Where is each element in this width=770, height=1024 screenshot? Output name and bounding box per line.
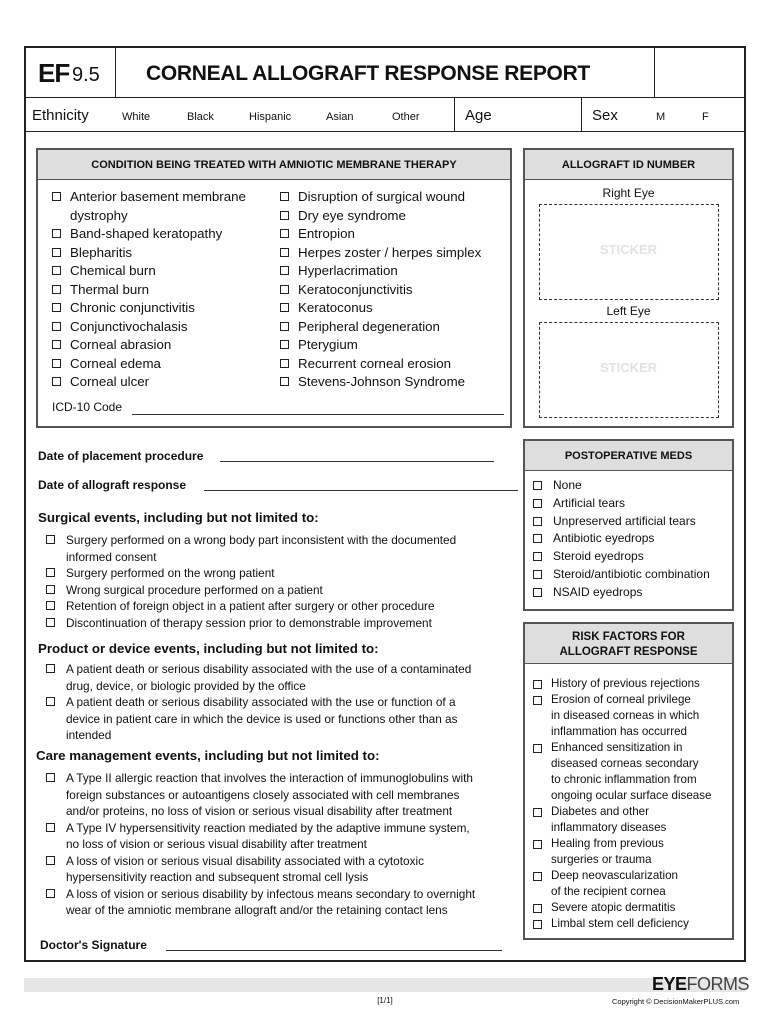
ethnicity-option-other[interactable]: Other [392, 111, 420, 123]
risk-label-continued: inflammation has occurred [551, 725, 687, 738]
condition-item[interactable] [280, 188, 481, 207]
med-item[interactable] [533, 566, 710, 584]
checkbox[interactable] [533, 696, 542, 705]
checkbox[interactable] [52, 192, 61, 201]
checkbox[interactable] [280, 192, 289, 201]
left-eye-label: Left Eye [606, 304, 651, 318]
condition-item[interactable] [280, 262, 481, 281]
risk-label: Limbal stem cell deficiency [551, 917, 689, 930]
event-item[interactable] [46, 853, 475, 886]
ethnicity-option-white[interactable]: White [122, 111, 151, 123]
condition-label: Conjunctivochalasis [70, 318, 188, 334]
event-text-continued: informed consent [66, 549, 157, 564]
event-text: A patient death or serious disability associated with the use of a contaminated [66, 662, 472, 676]
checkbox[interactable] [46, 601, 55, 610]
copyright: Copyright © DecisionMakerPLUS.com [612, 997, 740, 1006]
risk-label: Healing from previous [551, 837, 664, 850]
checkbox[interactable] [280, 377, 289, 386]
event-text-continued: device in patient care in which the device is used or functions other than as [66, 711, 458, 726]
care-events-title: Care management events, including but not limited to: [36, 748, 380, 763]
med-label: Artificial tears [553, 495, 626, 510]
ethnicity-option-black[interactable]: Black [187, 111, 214, 123]
condition-label: Peripheral degeneration [298, 318, 440, 334]
event-text: A Type IV hypersensitivity reaction mediated by the adaptive immune system, [66, 820, 470, 835]
event-text-continued: drug, device, or biologic provided by the office [66, 678, 306, 693]
event-item[interactable] [46, 770, 475, 820]
condition-item[interactable] [280, 244, 481, 263]
checkbox[interactable] [46, 856, 55, 865]
checkbox[interactable] [533, 680, 542, 689]
checkbox[interactable] [533, 588, 542, 597]
condition-item[interactable] [52, 262, 246, 281]
risk-factors-box [523, 622, 734, 940]
event-item[interactable] [46, 615, 456, 632]
risk-label-continued: of the recipient cornea [551, 885, 666, 898]
checkbox[interactable] [52, 229, 61, 238]
risk-label-continued: to chronic inflammation from [551, 773, 697, 786]
condition-label: Blepharitis [70, 244, 133, 260]
condition-label: Anterior basement membrane [70, 189, 246, 204]
med-item[interactable] [533, 513, 710, 531]
condition-item[interactable] [280, 355, 481, 374]
condition-label: Chronic conjunctivitis [70, 300, 195, 315]
footer-bar [24, 978, 746, 992]
checkbox[interactable] [280, 229, 289, 238]
condition-item[interactable] [280, 336, 481, 355]
checkbox[interactable] [533, 920, 542, 929]
sex-option-f[interactable]: F [702, 111, 709, 123]
checkbox[interactable] [533, 481, 542, 490]
device-events-title: Product or device events, including but not limited to: [38, 641, 379, 656]
age-field[interactable] [454, 98, 582, 132]
risk-item[interactable] [533, 868, 711, 900]
checkbox[interactable] [46, 889, 55, 898]
event-text: A Type II allergic reaction that involves the interaction of immunoglobulins with [66, 771, 473, 785]
brand-light: FORMS [686, 974, 750, 994]
condition-item[interactable] [280, 373, 481, 392]
ethnicity-option-asian[interactable]: Asian [326, 111, 354, 123]
med-item[interactable] [533, 530, 710, 548]
page-title: CORNEAL ALLOGRAFT RESPONSE REPORT [146, 62, 590, 85]
checkbox[interactable] [46, 773, 55, 782]
ethnicity-option-hispanic[interactable]: Hispanic [249, 111, 292, 123]
signature-label: Doctor's Signature [40, 938, 147, 952]
checkbox[interactable] [280, 248, 289, 257]
med-label: NSAID eyedrops [553, 584, 643, 599]
condition-label: Band-shaped keratopathy [70, 226, 223, 241]
checkbox[interactable] [46, 585, 55, 594]
condition-label: Dry eye syndrome [298, 207, 406, 223]
risk-label-continued: diseased corneas secondary [551, 757, 699, 770]
condition-item[interactable] [52, 318, 246, 337]
condition-label: Chemical burn [70, 263, 156, 278]
condition-item[interactable] [52, 299, 246, 318]
condition-item[interactable] [52, 188, 246, 225]
checkbox[interactable] [280, 266, 289, 275]
risk-item[interactable] [533, 804, 711, 836]
right-eye-sticker-placeholder: STICKER [599, 242, 658, 257]
condition-item[interactable] [52, 244, 246, 263]
event-item[interactable] [46, 886, 475, 919]
event-text-continued: hypersensitivity reaction and subsequent stromal cell lysis [66, 870, 369, 884]
age-label: Age [465, 107, 492, 124]
allograft-id-box [523, 148, 734, 428]
event-item[interactable] [46, 694, 471, 744]
med-label: Steroid/antibiotic combination [553, 566, 710, 581]
med-item[interactable] [533, 477, 710, 495]
checkbox[interactable] [280, 303, 289, 312]
risk-label-continued: in diseased corneas in which [551, 709, 700, 722]
checkbox[interactable] [533, 744, 542, 753]
checkbox[interactable] [52, 303, 61, 312]
med-item[interactable] [533, 495, 710, 513]
checkbox[interactable] [280, 340, 289, 349]
logo [26, 48, 116, 98]
condition-box [36, 148, 512, 428]
condition-list-left [52, 188, 246, 392]
checkbox[interactable] [46, 697, 55, 706]
event-item[interactable] [46, 582, 456, 599]
risk-item[interactable] [533, 692, 711, 740]
form-header [26, 48, 744, 98]
condition-label: Corneal edema [70, 355, 161, 371]
checkbox[interactable] [533, 517, 542, 526]
med-label: Antibiotic eyedrops [553, 531, 655, 546]
header-blank-cell [654, 48, 744, 98]
response-date-field[interactable] [204, 490, 518, 491]
checkbox[interactable] [533, 872, 542, 881]
event-text-continued: foreign substances or autoantigens closely associated with cell membranes [66, 787, 460, 802]
event-text-continued: wear of the amniotic membrane allograft and/or the retaining contact lens [66, 903, 448, 917]
risk-label-continued: inflammatory diseases [551, 821, 667, 834]
condition-list-right [280, 188, 481, 392]
condition-label: Disruption of surgical wound [298, 189, 466, 204]
event-item[interactable] [46, 820, 475, 853]
checkbox[interactable] [46, 664, 55, 673]
left-eye-sticker-placeholder: STICKER [599, 360, 658, 375]
placement-date-field[interactable] [220, 461, 494, 462]
condition-label: Herpes zoster / herpes simplex [298, 244, 482, 260]
event-text-continued: and/or proteins, no loss of vision or serious visual disability after treatment [66, 804, 453, 818]
event-text: Surgery performed on the wrong patient [66, 566, 275, 580]
condition-item[interactable] [52, 225, 246, 244]
condition-label: Keratoconus [298, 300, 373, 315]
event-text-continued: intended [66, 728, 112, 742]
brand-bold: EYE [652, 974, 687, 994]
condition-label: Corneal abrasion [70, 337, 172, 352]
checkbox[interactable] [52, 266, 61, 275]
right-eye-label: Right Eye [602, 186, 655, 200]
checkbox[interactable] [52, 377, 61, 386]
risk-factors-heading-line1: RISK FACTORS FOR [572, 631, 685, 643]
checkbox[interactable] [46, 568, 55, 577]
condition-item[interactable] [280, 225, 481, 244]
risk-label: Deep neovascularization [551, 869, 678, 882]
med-label: Unpreserved artificial tears [553, 513, 696, 528]
checkbox[interactable] [46, 535, 55, 544]
event-text: Surgery performed on a wrong body part inconsistent with the documented [66, 533, 457, 547]
page-number: [1/1] [377, 996, 393, 1005]
condition-item[interactable] [52, 281, 246, 300]
event-text: A loss of vision or serious visual disability associated with a cytotoxic [66, 853, 424, 868]
form-number: 9.5 [72, 64, 100, 86]
risk-label: History of previous rejections [551, 677, 700, 690]
checkbox[interactable] [52, 322, 61, 331]
checkbox[interactable] [52, 248, 61, 257]
med-label: Steroid eyedrops [553, 549, 644, 564]
risk-item[interactable] [533, 740, 711, 804]
risk-item[interactable] [533, 916, 711, 932]
demographics-row [26, 98, 744, 132]
event-text: Retention of foreign object in a patient after surgery or other procedure [66, 599, 435, 613]
condition-label: Keratoconjunctivitis [298, 281, 413, 297]
condition-label: Recurrent corneal erosion [298, 355, 451, 371]
checkbox[interactable] [52, 359, 61, 368]
postoperative-meds-box [523, 439, 734, 611]
risk-factors-heading [525, 624, 732, 664]
condition-label: Entropion [298, 226, 355, 241]
checkbox[interactable] [533, 808, 542, 817]
condition-label: Hyperlacrimation [298, 263, 398, 278]
condition-item[interactable] [52, 373, 246, 392]
condition-label: Thermal burn [70, 281, 150, 297]
allograft-id-heading: ALLOGRAFT ID NUMBER [525, 150, 732, 180]
med-item[interactable] [533, 548, 710, 566]
risk-label-continued: ongoing ocular surface disease [551, 789, 712, 802]
condition-label-continued: dystrophy [70, 207, 128, 223]
condition-label: Corneal ulcer [70, 374, 150, 389]
med-label: None [553, 478, 582, 492]
checkbox[interactable] [52, 340, 61, 349]
checkbox[interactable] [280, 211, 289, 220]
checkbox[interactable] [533, 552, 542, 561]
checkbox[interactable] [280, 285, 289, 294]
device-events-list [46, 661, 471, 744]
condition-item[interactable] [52, 355, 246, 374]
condition-heading: CONDITION BEING TREATED WITH AMNIOTIC MEMBRANE THERAPY [38, 150, 510, 180]
event-item[interactable] [46, 598, 456, 615]
condition-label: Stevens-Johnson Syndrome [298, 374, 466, 389]
condition-item[interactable] [280, 299, 481, 318]
checkbox[interactable] [533, 840, 542, 849]
event-text: Discontinuation of therapy session prior to demonstrable improvement [66, 615, 432, 630]
risk-label: Erosion of corneal privilege [551, 693, 691, 706]
condition-item[interactable] [280, 281, 481, 300]
event-text: A loss of vision or serious disability by infectous means secondary to overnight [66, 886, 476, 901]
checkbox[interactable] [46, 823, 55, 832]
condition-item[interactable] [280, 318, 481, 337]
checkbox[interactable] [280, 322, 289, 331]
risk-factors-list [533, 676, 711, 932]
event-text: A patient death or serious disability associated with the use or function of a [66, 695, 456, 709]
risk-label: Enhanced sensitization in [551, 741, 683, 754]
risk-label: Diabetes and other [551, 805, 649, 818]
risk-label: Severe atopic dermatitis [551, 901, 676, 914]
risk-item[interactable] [533, 900, 711, 916]
risk-label-continued: surgeries or trauma [551, 853, 652, 866]
checkbox[interactable] [533, 499, 542, 508]
event-item[interactable] [46, 661, 471, 694]
event-text: Wrong surgical procedure performed on a patient [66, 582, 323, 597]
icd-code-label: ICD-10 Code [52, 400, 123, 414]
checkbox[interactable] [280, 359, 289, 368]
postoperative-meds-heading: POSTOPERATIVE MEDS [525, 441, 732, 471]
care-events-list [46, 770, 475, 919]
event-text-continued: no loss of vision or serious visual disability after treatment [66, 837, 367, 851]
checkbox[interactable] [533, 534, 542, 543]
signature-field[interactable] [166, 950, 502, 951]
postoperative-meds-list [533, 477, 710, 602]
event-item[interactable] [46, 565, 456, 582]
eyeforms-logo [652, 974, 749, 995]
med-item[interactable] [533, 584, 710, 602]
surgical-events-list [46, 532, 456, 631]
surgical-events-title: Surgical events, including but not limited to: [38, 510, 319, 525]
response-date-label: Date of allograft response [38, 478, 187, 492]
ethnicity-label: Ethnicity [32, 107, 89, 124]
checkbox[interactable] [52, 285, 61, 294]
risk-factors-heading-line2: ALLOGRAFT RESPONSE [559, 646, 698, 658]
checkbox[interactable] [46, 618, 55, 627]
placement-date-label: Date of placement procedure [38, 449, 204, 463]
checkbox[interactable] [533, 904, 542, 913]
sex-option-m[interactable]: M [656, 111, 666, 123]
icd-code-field[interactable] [132, 414, 504, 415]
risk-item[interactable] [533, 836, 711, 868]
event-item[interactable] [46, 532, 456, 565]
condition-label: Pterygium [298, 337, 358, 352]
logo-letters: EF [38, 58, 70, 88]
risk-item[interactable] [533, 676, 711, 692]
sex-label: Sex [592, 107, 618, 124]
condition-item[interactable] [52, 336, 246, 355]
condition-item[interactable] [280, 207, 481, 226]
checkbox[interactable] [533, 570, 542, 579]
